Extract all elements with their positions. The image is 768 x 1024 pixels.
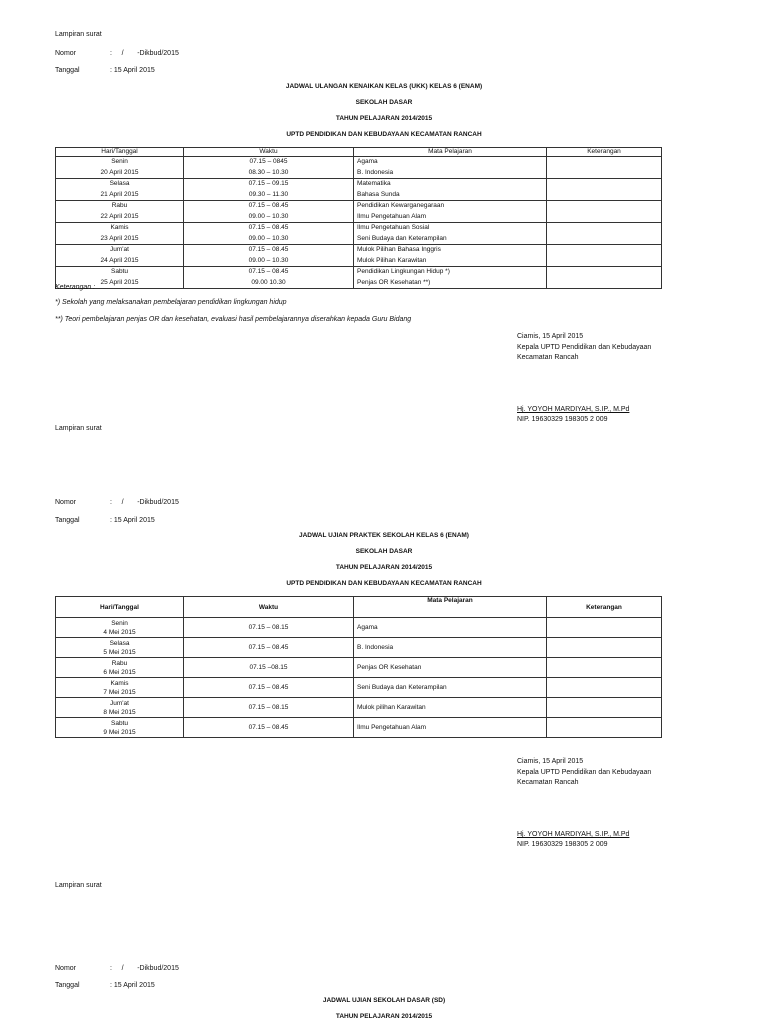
row-subject: Bahasa Sunda — [357, 190, 400, 198]
tanggal-label: Tanggal — [55, 517, 80, 524]
row-keterangan — [547, 618, 662, 638]
row-time: 09.00 – 10.30 — [248, 234, 289, 242]
signature-name: Hj. YOYOH MARDIYAH, S.IP., M.Pd — [517, 831, 630, 838]
header-keterangan: Keterangan — [547, 148, 662, 157]
row-keterangan — [547, 157, 662, 179]
row-time: 07.15 – 08.15 — [184, 618, 354, 638]
row-date: 23 April 2015 — [100, 234, 139, 242]
row-time: 07.15 – 08.45 — [248, 246, 289, 253]
row-date: 4 Mei 2015 — [103, 628, 136, 636]
row-day: Selasa — [109, 180, 130, 187]
row-subject: Ilmu Pengetahuan Sosial — [357, 224, 430, 231]
table-row — [56, 201, 662, 223]
row-keterangan — [547, 223, 662, 245]
doc-title: JADWAL UJIAN PRAKTEK SEKOLAH KELAS 6 (ENAM) — [299, 532, 469, 539]
row-subject: Agama — [354, 618, 547, 638]
row-subject: Ilmu Pengetahuan Alam — [357, 212, 427, 220]
table-row — [56, 718, 662, 738]
header-mapel: Mata Pelajaran — [354, 148, 547, 157]
row-day: Selasa — [109, 639, 130, 647]
nomor-label: Nomor — [55, 965, 77, 972]
lampiran-label: Lampiran surat — [55, 31, 102, 38]
keterangan-label: Keterangan : — [55, 284, 96, 291]
row-time: 07.15 – 08.45 — [248, 202, 289, 209]
row-date: 5 Mei 2015 — [103, 648, 136, 656]
signature-place-date: Ciamis, 15 April 2015 — [517, 758, 584, 765]
row-date: 25 April 2015 — [100, 278, 139, 286]
row-date: 9 Mei 2015 — [103, 728, 136, 736]
signature-nip: NIP. 19630329 198305 2 009 — [517, 416, 608, 423]
row-keterangan — [547, 658, 662, 678]
row-keterangan — [547, 678, 662, 698]
row-subject: Mulok pilihan Karawitan — [354, 698, 547, 718]
row-subject: Penjas OR Kesehatan — [354, 658, 547, 678]
doc-title: JADWAL ULANGAN KENAIKAN KELAS (UKK) KELAS 6 (ENAM) — [285, 83, 483, 90]
row-date: 22 April 2015 — [100, 212, 139, 220]
nomor-value: : / -Dikbud/2015 — [110, 50, 179, 57]
nomor-value: : / -Dikbud/2015 — [110, 965, 179, 972]
doc-office: UPTD PENDIDIKAN DAN KEBUDAYAAN KECAMATAN RANCAH — [286, 580, 482, 587]
signature-position: Kepala UPTD Pendidikan dan Kebudayaan — [517, 769, 652, 776]
table-row — [56, 638, 662, 658]
doc-year: TAHUN PELAJARAN 2014/2015 — [335, 1013, 433, 1020]
row-day: Senin — [111, 619, 128, 627]
row-keterangan — [547, 698, 662, 718]
row-time: 07.15 – 08.45 — [248, 224, 289, 231]
row-subject: B. Indonesia — [354, 638, 547, 658]
table-row — [56, 179, 662, 201]
note-1: *) Sekolah yang melaksanakan pembelajaran pendidikan lingkungan hidup — [55, 299, 287, 306]
signature-position-2: Kecamatan Rancah — [517, 354, 579, 361]
row-time: 07.15 – 08.45 — [248, 268, 289, 275]
row-date: 21 April 2015 — [100, 190, 139, 198]
lampiran-label: Lampiran surat — [55, 882, 102, 889]
row-date: 24 April 2015 — [100, 256, 139, 264]
row-time: 08.30 – 10.30 — [248, 168, 289, 176]
row-subject: Mulok Pilihan Karawitan — [357, 256, 427, 264]
row-subject: Pendidikan Lingkungan Hidup *) — [357, 268, 450, 275]
row-time: 09.00 – 10.30 — [248, 256, 289, 264]
row-keterangan — [547, 267, 662, 289]
row-day: Rabu — [111, 659, 128, 667]
signature-position-2: Kecamatan Rancah — [517, 779, 579, 786]
row-keterangan — [547, 179, 662, 201]
row-subject: Agama — [357, 158, 378, 165]
lampiran-label: Lampiran surat — [55, 425, 102, 432]
table-row — [56, 223, 662, 245]
doc-year: TAHUN PELAJARAN 2014/2015 — [335, 564, 433, 571]
row-day: Sabtu — [111, 719, 128, 727]
row-subject: Seni Budaya dan Keterampilan — [357, 234, 447, 242]
row-day: Jum'at — [110, 699, 129, 707]
doc-year: TAHUN PELAJARAN 2014/2015 — [335, 115, 433, 122]
table-row — [56, 618, 662, 638]
row-time: 07.15 – 08.45 — [184, 678, 354, 698]
row-time: 07.15 – 08.45 — [184, 638, 354, 658]
row-keterangan — [547, 201, 662, 223]
nomor-value: : / -Dikbud/2015 — [110, 499, 179, 506]
row-time: 07.15 – 0845 — [249, 158, 288, 165]
row-day: Kamis — [110, 679, 129, 687]
row-time: 07.15 – 08.15 — [184, 698, 354, 718]
doc-subtitle: SEKOLAH DASAR — [355, 99, 413, 106]
header-mapel: Mata Pelajaran — [354, 597, 547, 618]
row-day: Jum'at — [110, 246, 129, 253]
nomor-label: Nomor — [55, 50, 77, 57]
row-keterangan — [547, 718, 662, 738]
row-date: 7 Mei 2015 — [103, 688, 136, 696]
row-time: 09.00 10.30 — [251, 278, 286, 286]
signature-position: Kepala UPTD Pendidikan dan Kebudayaan — [517, 344, 652, 351]
table-row — [56, 267, 662, 289]
note-2: **) Teori pembelajaran penjas OR dan kesehatan, evaluasi hasil pembelajarannya diserahkan kepada Guru Bidang — [55, 316, 412, 323]
praktek-schedule-table — [55, 596, 662, 738]
row-time: 07.15 – 08.45 — [184, 718, 354, 738]
row-date: 6 Mei 2015 — [103, 668, 136, 676]
row-time: 07.15 –08.15 — [184, 658, 354, 678]
header-keterangan: Keterangan — [547, 597, 662, 618]
tanggal-label: Tanggal — [55, 982, 80, 989]
row-keterangan — [547, 245, 662, 267]
header-hari: Hari/Tanggal — [56, 597, 184, 618]
nomor-label: Nomor — [55, 499, 77, 506]
doc-subtitle: SEKOLAH DASAR — [355, 548, 413, 555]
row-time: 09.00 – 10.30 — [248, 212, 289, 220]
tanggal-value: : 15 April 2015 — [110, 517, 155, 524]
tanggal-value: : 15 April 2015 — [110, 982, 155, 989]
row-day: Rabu — [111, 202, 128, 209]
row-time: 07.15 – 09.15 — [248, 180, 289, 187]
row-day: Sabtu — [111, 268, 128, 275]
table-row — [56, 157, 662, 179]
row-date: 8 Mei 2015 — [103, 708, 136, 716]
header-waktu: Waktu — [184, 148, 354, 157]
row-subject: Seni Budaya dan Keterampilan — [354, 678, 547, 698]
row-subject: Penjas OR Kesehatan **) — [357, 278, 431, 286]
tanggal-label: Tanggal — [55, 67, 80, 74]
row-subject: Mulok Pilihan Bahasa Inggris — [357, 246, 441, 253]
doc-office: UPTD PENDIDIKAN DAN KEBUDAYAAN KECAMATAN RANCAH — [286, 131, 482, 138]
row-day: Senin — [111, 158, 128, 165]
signature-name: Hj. YOYOH MARDIYAH, S.IP., M.Pd — [517, 406, 630, 413]
row-time: 09.30 – 11.30 — [248, 190, 289, 198]
table-row — [56, 678, 662, 698]
table-row — [56, 698, 662, 718]
row-subject: B. Indonesia — [357, 168, 394, 176]
row-subject: Ilmu Pengetahuan Alam — [354, 718, 547, 738]
row-subject: Matematika — [357, 180, 391, 187]
row-day: Kamis — [110, 224, 129, 231]
header-hari: Hari/Tanggal — [56, 148, 184, 157]
table-row — [56, 245, 662, 267]
header-waktu: Waktu — [184, 597, 354, 618]
doc-title: JADWAL UJIAN SEKOLAH DASAR (SD) — [322, 997, 446, 1004]
ukk-schedule-table — [55, 147, 662, 289]
signature-nip: NIP. 19630329 198305 2 009 — [517, 841, 608, 848]
table-row — [56, 658, 662, 678]
row-date: 20 April 2015 — [100, 168, 139, 176]
signature-place-date: Ciamis, 15 April 2015 — [517, 333, 584, 340]
row-subject: Pendidikan Kewarganegaraan — [357, 202, 445, 209]
tanggal-value: : 15 April 2015 — [110, 67, 155, 74]
row-keterangan — [547, 638, 662, 658]
